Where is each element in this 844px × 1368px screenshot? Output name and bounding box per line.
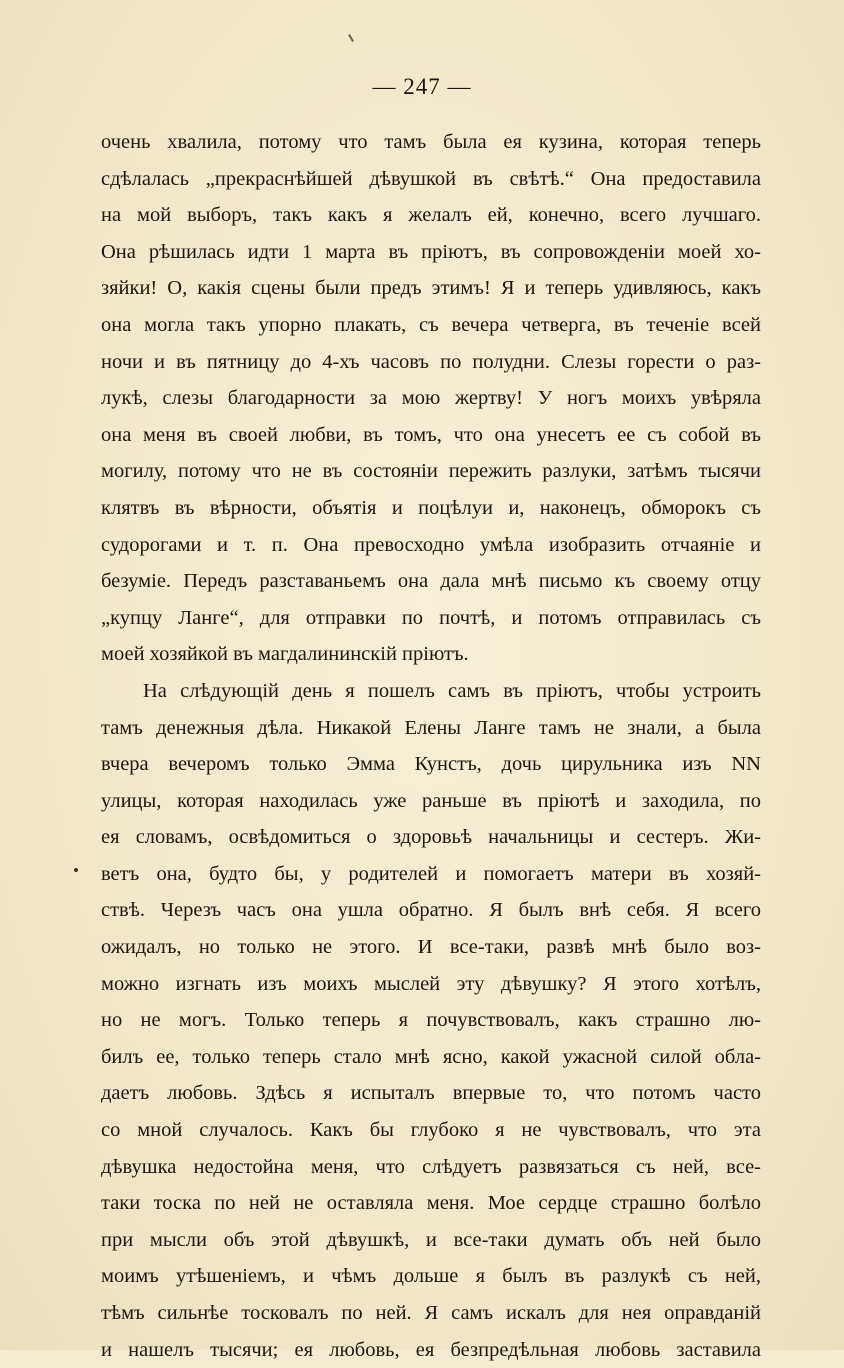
text-line: ночи и въ пятницу до 4-хъ часовъ по полудни. Слезы горести о раз- [101,350,761,373]
text-line: Она рѣшилась идти 1 марта въ пріютъ, въ сопровожденіи моей хо- [101,240,761,263]
text-line: она меня въ своей любви, въ томъ, что она унесетъ ее съ собой въ [101,423,761,446]
text-line: но не могъ. Только теперь я почувствовалъ, какъ страшно лю- [101,1009,761,1032]
paragraph [101,673,761,1368]
text-line: улицы, которая находилась уже раньше въ пріютѣ и заходила, по [101,789,761,812]
text-line: со мной случалось. Какъ бы глубоко я не чувствовалъ, что эта [101,1119,761,1142]
stray-ink-dot [74,868,78,872]
text-line: тѣмъ сильнѣе тосковалъ по ней. Я самъ искалъ для нея оправданій [101,1302,761,1324]
text-line: ствѣ. Черезъ часъ она ушла обратно. Я былъ внѣ себя. Я всего [101,899,761,922]
text-line: безуміе. Передъ разставаньемъ она дала мнѣ письмо къ своему отцу [101,570,761,593]
text-line: сдѣлалась „прекраснѣйшей дѣвушкой въ свѣтѣ.“ Она предоставила [101,167,761,190]
text-line: даетъ любовь. Здѣсь я испыталъ впервые то, что потомъ часто [101,1082,761,1105]
text-line: судорогами и т. п. Она превосходно умѣла изобразить отчаяніе и [101,533,761,556]
text-line: вчера вечеромъ только Эмма Кунстъ, дочь цирульника изъ NN [101,753,761,776]
text-line: моимъ утѣшеніемъ, и чѣмъ дольше я былъ въ разлукѣ съ ней, [101,1265,761,1288]
text-line: таки тоска по ней не оставляла меня. Мое сердце страшно болѣло [101,1192,761,1215]
text-line: она могла такъ упорно плакать, съ вечера четверга, въ теченіе всей [101,313,761,336]
stray-ink-mark [348,34,354,42]
paragraph [101,124,761,673]
text-line: ожидалъ, но только не этого. И все-таки, развѣ мнѣ было воз- [101,936,761,959]
text-line: билъ ее, только теперь стало мнѣ ясно, какой ужасной силой обла- [101,1045,761,1068]
text-line: дѣвушка недостойна меня, что слѣдуетъ развязаться съ ней, все- [101,1155,761,1178]
text-line: зяйки! О, какія сцены были предъ этимъ! Я и теперь удивляюсь, какъ [101,277,761,300]
text-line: при мысли объ этой дѣвушкѣ, и все-таки думать объ ней было [101,1228,761,1251]
text-line: тамъ денежныя дѣла. Никакой Елены Ланге тамъ не знали, а была [101,716,761,739]
body-text [101,124,761,1368]
text-line: на мой выборъ, такъ какъ я желалъ ей, конечно, всего лучшаго. [101,204,761,227]
text-line: На слѣдующій день я пошелъ самъ въ пріютъ, чтобы устроить [143,679,761,702]
text-line: могилу, потому что не въ состояніи пережить разлуки, затѣмъ тысячи [101,460,761,483]
text-line: лукѣ, слезы благодарности за мою жертву! У ногъ моихъ увѣряла [101,387,761,410]
text-line: ея словамъ, освѣдомиться о здоровьѣ начальницы и сестеръ. Жи- [101,826,761,849]
text-line: моей хозяйкой въ магдалининскій пріютъ. [101,643,469,666]
page-number: — 247 — [372,74,472,99]
text-line: ветъ она, будто бы, у родителей и помогаетъ матери въ хозяй- [101,862,761,885]
text-line: можно изгнать изъ моихъ мыслей эту дѣвушку? Я этого хотѣлъ, [101,972,761,995]
text-line: очень хвалила, потому что тамъ была ея кузина, которая теперь [101,131,761,153]
text-line: клятвъ въ вѣрности, объятія и поцѣлуи и, наконецъ, обморокъ съ [101,496,761,519]
text-line: „купцу Ланге“, для отправки по почтѣ, и потомъ отправилась съ [101,606,761,629]
text-line: и нашелъ тысячи; ея любовь, ея безпредѣльная любовь заставила [101,1338,761,1361]
